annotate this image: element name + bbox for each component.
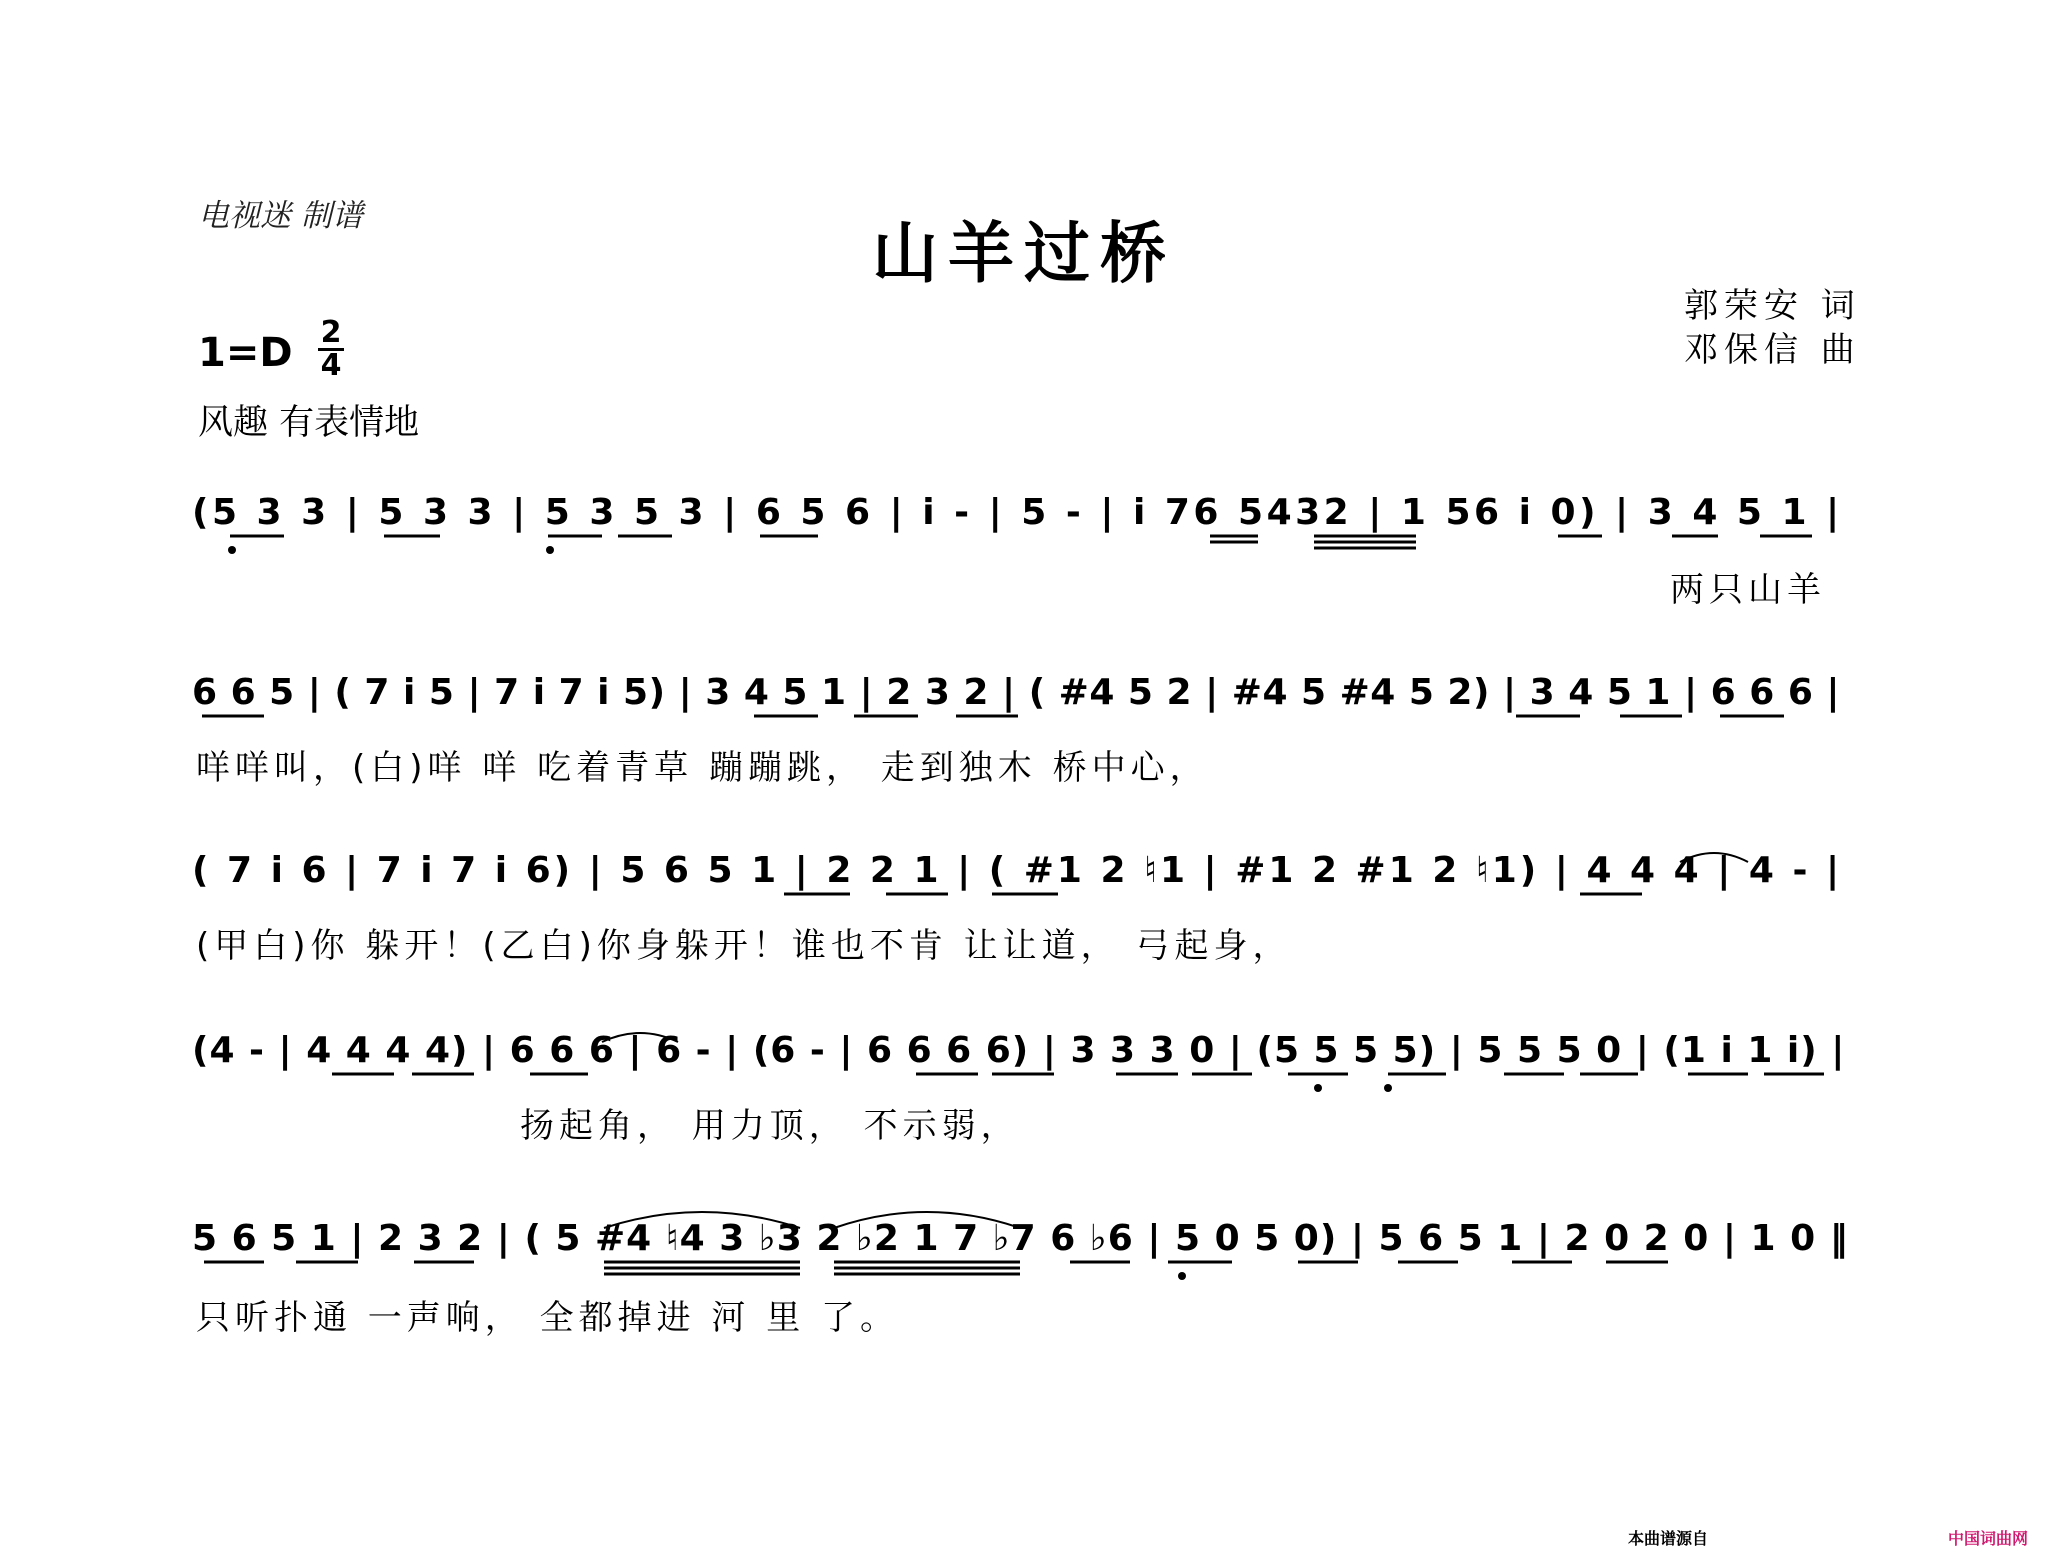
lyrics-row-1: 两只山羊 [1670,570,1826,610]
tempo-marking: 风趣 有表情地 [198,403,420,443]
score-row-1 [192,492,1864,552]
song-title: 山羊过桥 [872,214,1176,292]
lyrics-row-5: 只听扑通 一声响， 全都掉进 河 里 了。 [196,1298,900,1338]
lyricist-credit: 郭荣安 词 [1684,286,1861,326]
time-signature-bottom: 4 [318,348,344,381]
score-row-3-notes: ( 7 i 6 | 7 i 7 i 6) | 5 6 5 1 | 2 2 1 | ( #1 2 ♮1 | #1 2 #1 2 ♮1) | 4 4 4 | 4 - | [192,850,1843,891]
score-row-5-notes: 5 6 5 1 | 2 3 2 | ( 5 #4 ♮4 3 ♭3 2 ♭2 1 7 ♭7 6 ♭6 | 5 0 5 0) | 5 6 5 1 | 2 0 2 0 | 1 0 ‖ [192,1218,1849,1259]
lyrics-row-4: 扬起角， 用力顶， 不示弱， [520,1106,1020,1146]
footer-site-name: 中国词曲网 [1947,1529,2028,1548]
key-signature: 1=D [198,330,293,376]
score-row-4-notes: (4 - | 4 4 4 4) | 6 6 6 | 6 - | (6 - | 6 6 6 6) | 3 3 3 0 | (5 5 5 5) | 5 5 5 0 | (1 i 1 i) | [192,1030,1846,1071]
score-row-4 [192,1030,1864,1090]
composer-credit: 邓保信 曲 [1684,330,1861,370]
time-signature-top: 2 [320,315,342,350]
score-row-3 [192,850,1864,910]
score-row-2 [192,672,1864,732]
score-row-5 [192,1218,1864,1278]
time-signature [318,315,344,383]
lyrics-row-2: 咩咩叫，(白)咩 咩 吃着青草 蹦蹦跳， 走到独木 桥中心， [196,748,1209,788]
score-row-1-notes: (5 3 3 | 5 3 3 | 5 3 5 3 | 6 5 6 | i - | 5 - | i 76 5432 | 1 56 i 0) | 3 4 5 1 | [192,492,1843,533]
lyrics-row-3: (甲白)你 躲开！(乙白)你身躲开！谁也不肯 让让道， 弓起身， [196,926,1292,966]
footer-source-label: 本曲谱源自 [1627,1529,1708,1548]
score-row-2-notes: 6 6 5 | ( 7 i 5 | 7 i 7 i 5) | 3 4 5 1 | 2 3 2 | ( #4 5 2 | #4 5 #4 5 2) | 3 4 5 1 | 6 6 6 | [192,672,1841,713]
producer-credit: 电视迷 制谱 [198,198,363,234]
